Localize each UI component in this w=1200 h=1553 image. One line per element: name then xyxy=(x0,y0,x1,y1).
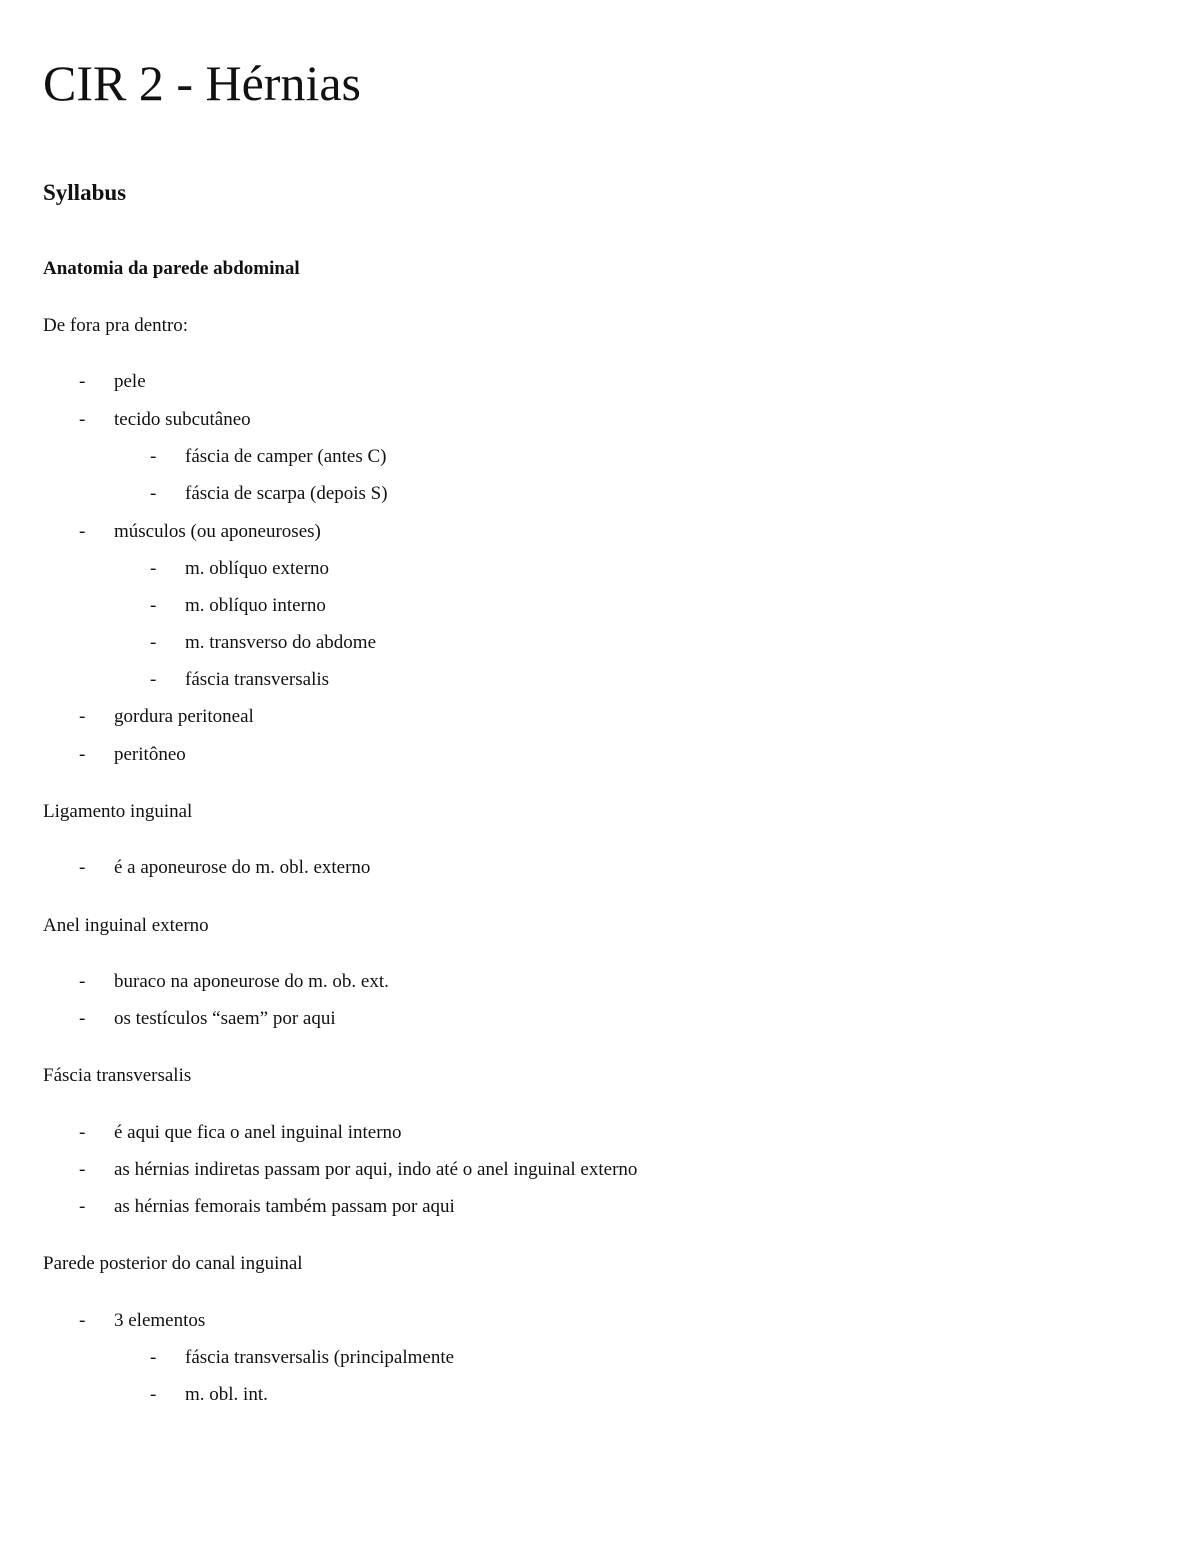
list-item-text: 3 elementos xyxy=(114,1310,206,1331)
bullet-dash: - xyxy=(79,1008,86,1029)
bullet-dash: - xyxy=(150,1347,157,1368)
bullet-dash: - xyxy=(79,409,86,430)
list-item-text: as hérnias indiretas passam por aqui, indo até o anel inguinal externo xyxy=(114,1159,638,1180)
list-item-text: fáscia de scarpa (depois S) xyxy=(185,483,388,504)
bullet-dash: - xyxy=(79,371,86,392)
bullet-dash: - xyxy=(79,1196,86,1217)
bullet-dash: - xyxy=(79,521,86,542)
anatomy-heading: Anatomia da parede abdominal xyxy=(43,258,300,279)
anel-heading: Anel inguinal externo xyxy=(43,915,209,936)
list-item-text: músculos (ou aponeuroses) xyxy=(114,521,321,542)
syllabus-heading: Syllabus xyxy=(43,180,127,205)
list-item-text: m. obl. int. xyxy=(185,1384,268,1405)
list-item-text: buraco na aponeurose do m. ob. ext. xyxy=(114,971,389,992)
bullet-dash: - xyxy=(150,595,157,616)
bullet-dash: - xyxy=(79,971,86,992)
fascia-heading: Fáscia transversalis xyxy=(43,1065,192,1086)
list-item-text: m. oblíquo interno xyxy=(185,595,326,616)
parede-heading: Parede posterior do canal inguinal xyxy=(43,1253,303,1274)
list-item-text: gordura peritoneal xyxy=(114,706,254,727)
bullet-dash: - xyxy=(150,483,157,504)
list-item-text: m. transverso do abdome xyxy=(185,632,377,653)
bullet-dash: - xyxy=(150,558,157,579)
list-item-text: fáscia de camper (antes C) xyxy=(185,446,387,467)
list-item-text: pele xyxy=(114,371,146,392)
list-item-text: tecido subcutâneo xyxy=(114,409,251,430)
bullet-dash: - xyxy=(150,446,157,467)
bullet-dash: - xyxy=(79,1159,86,1180)
list-item-text: fáscia transversalis xyxy=(185,669,330,690)
bullet-dash: - xyxy=(79,706,86,727)
ligamento-heading: Ligamento inguinal xyxy=(43,801,193,822)
list-item-text: peritôneo xyxy=(114,744,186,765)
layers-intro: De fora pra dentro: xyxy=(43,315,189,336)
bullet-dash: - xyxy=(150,1384,157,1405)
bullet-dash: - xyxy=(150,632,157,653)
list-item-text: m. oblíquo externo xyxy=(185,558,330,579)
document-title: CIR 2 - Hérnias xyxy=(43,55,361,111)
list-item-text: os testículos “saem” por aqui xyxy=(114,1008,336,1029)
list-item-text: fáscia transversalis (principalmente xyxy=(185,1347,455,1368)
bullet-dash: - xyxy=(79,1122,86,1143)
bullet-dash: - xyxy=(79,1310,86,1331)
bullet-dash: - xyxy=(150,669,157,690)
list-item-text: é a aponeurose do m. obl. externo xyxy=(114,857,371,878)
bullet-dash: - xyxy=(79,744,86,765)
list-item-text: as hérnias femorais também passam por aqui xyxy=(114,1196,455,1217)
bullet-dash: - xyxy=(79,857,86,878)
list-item-text: é aqui que fica o anel inguinal interno xyxy=(114,1122,402,1143)
